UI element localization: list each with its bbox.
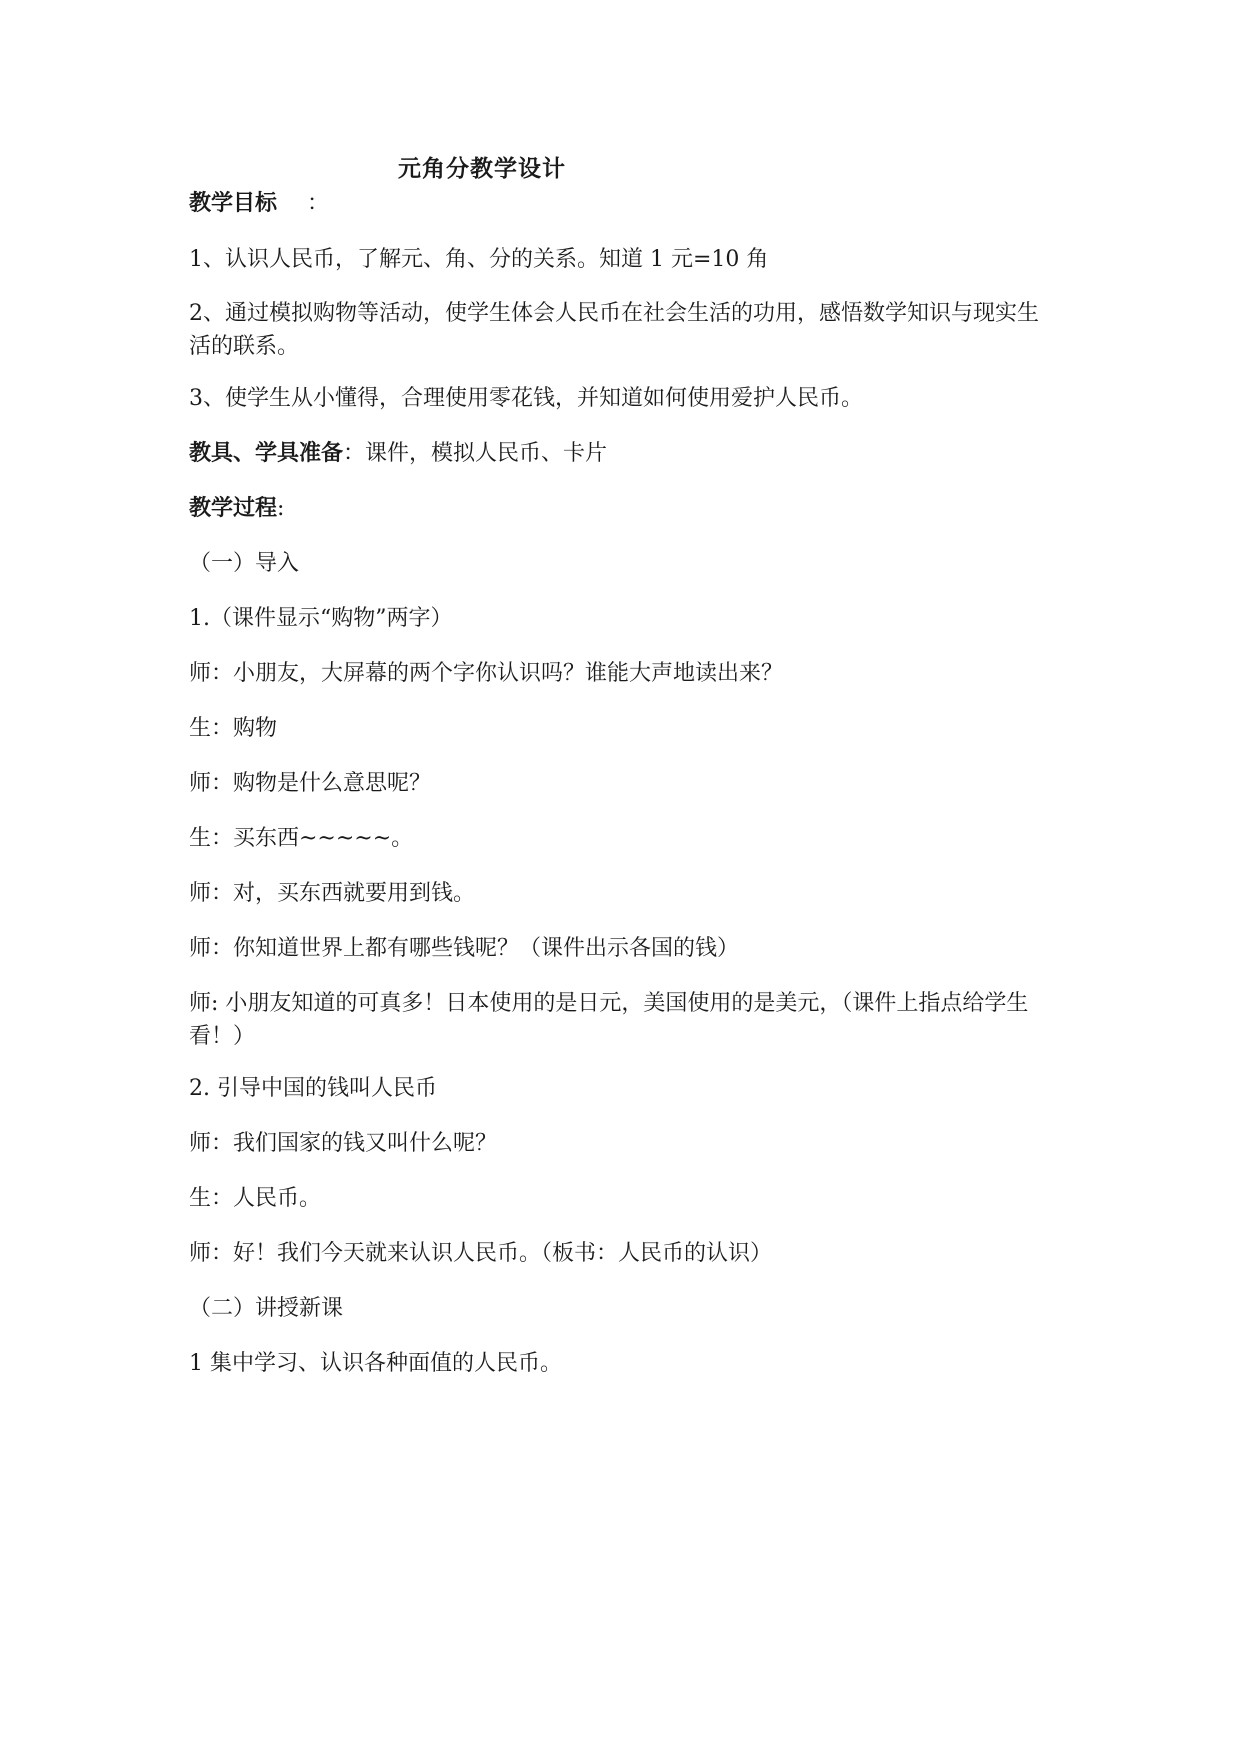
process-heading-line <box>189 492 1059 525</box>
section1-line-12: 师：好！我们今天就来认识人民币。（板书：人民币的认识） <box>189 1241 773 1266</box>
materials-text: ：课件，模拟人民币、卡片 <box>343 441 608 466</box>
process-colon: : <box>277 496 285 521</box>
goal-item-3: 3、使学生从小懂得，合理使用零花钱，并知道如何使用爱护人民币。 <box>189 386 863 411</box>
goal-item-2: 2、通过模拟购物等活动，使学生体会人民币在社会生活的功用，感悟数学知识与现实生活的联系。 <box>189 301 1039 359</box>
section2-heading: （二）讲授新课 <box>189 1296 344 1321</box>
objectives-heading: 教学目标 <box>189 190 278 216</box>
section1-line-1: 1.（课件显示“购物”两字） <box>189 606 453 631</box>
section1-line-9: 2. 引导中国的钱叫人民币 <box>189 1076 437 1101</box>
section1-line-11: 生：人民币。 <box>189 1186 322 1211</box>
materials-line <box>189 437 1059 470</box>
section1-line-5: 生：买东西~~~~~。 <box>189 826 414 851</box>
process-heading: 教学过程 <box>189 495 278 521</box>
section1-line-8: 师: 小朋友知道的可真多！日本使用的是日元，美国使用的是美元，（课件上指点给学生看！） <box>189 991 1029 1049</box>
section1-line-6: 师：对，买东西就要用到钱。 <box>189 881 476 906</box>
document-title: 元角分教学设计 <box>398 155 566 182</box>
section1-line-3: 生：购物 <box>189 716 278 741</box>
objectives-colon: ： <box>307 191 330 216</box>
materials-heading: 教具、学具准备 <box>189 440 344 466</box>
section1-line-10: 师：我们国家的钱又叫什么呢？ <box>189 1131 498 1156</box>
section1-line-2: 师：小朋友，大屏幕的两个字你认识吗？谁能大声地读出来？ <box>189 661 784 686</box>
objectives-heading-line <box>189 187 1059 220</box>
goal-item-1: 1、认识人民币，了解元、角、分的关系。知道 1 元=10 角 <box>189 247 769 272</box>
section1-line-7: 师：你知道世界上都有哪些钱呢？（课件出示各国的钱） <box>189 936 740 961</box>
section1-line-4: 师：购物是什么意思呢？ <box>189 771 432 796</box>
section1-heading: （一）导入 <box>189 551 300 576</box>
section2-line-1: 1 集中学习、认识各种面值的人民币。 <box>189 1351 562 1376</box>
